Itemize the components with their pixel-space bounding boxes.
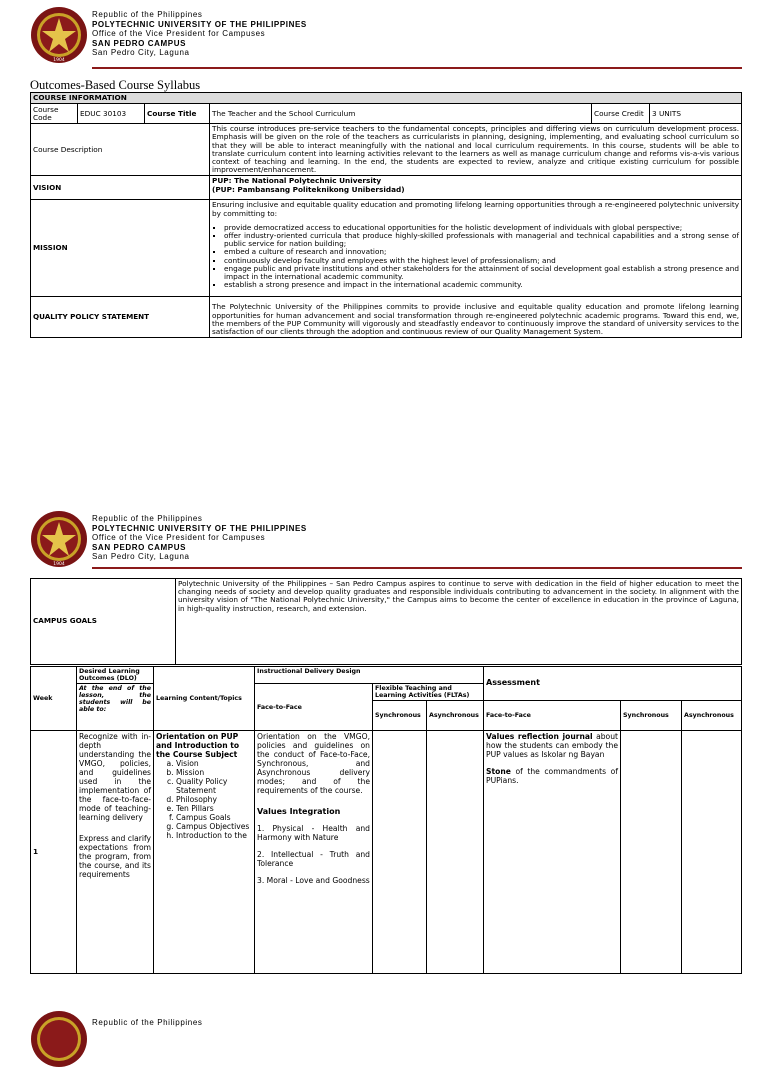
- content-item: h. Introduction to the: [176, 831, 252, 840]
- quality-policy-label: QUALITY POLICY STATEMENT: [31, 297, 210, 338]
- content-item: d. Philosophy: [176, 795, 252, 804]
- university-name: POLYTECHNIC UNIVERSITY OF THE PHILIPPINES: [92, 19, 307, 29]
- assess-sync-cell: [621, 731, 682, 974]
- mission-intro: Ensuring inclusive and equitable quality education and promoting lifelong learning opportunities through a re-engineered polytechnic university by committing to:: [212, 200, 740, 218]
- mission-item: ▪ provide democratized access to educational opportunities for the holistic development of individuals with global perspective;: [224, 224, 739, 232]
- assess-f2f-header: Face-to-Face: [484, 701, 621, 731]
- week-number: 1: [31, 731, 77, 974]
- letterhead-1: [30, 6, 742, 68]
- letterhead-3: [30, 1010, 742, 1072]
- pup-seal-icon: [30, 510, 88, 568]
- svg-text:1904: 1904: [53, 562, 65, 567]
- campus-goals-text: Polytechnic University of the Philippines – San Pedro Campus aspires to continue to serve with dedication in the field of higher education to meet the changing needs of society and develop quality graduates and responsible individuals contributing to advancement in the society. In alignment with the university vision of "The National Polytechnic University," the Campus aims to become the center of excellence in education in the province of Laguna, in high-quality instruction, research, and extension.: [176, 579, 742, 665]
- course-description-label: Course Description: [31, 124, 210, 176]
- values-item: 3. Moral - Love and Goodness: [257, 876, 370, 885]
- pup-seal-icon: [30, 6, 88, 64]
- course-credit-value: 3 UNITS: [650, 104, 742, 124]
- mission-label: MISSION: [31, 200, 210, 297]
- course-code-value: EDUC 30103: [78, 104, 145, 124]
- assessment-title: Values reflection journal: [486, 732, 593, 741]
- vision-line-1: PUP: The National Polytechnic University: [212, 176, 382, 186]
- content-item: e. Ten Pillars: [176, 804, 252, 813]
- campus-name: SAN PEDRO CAMPUS: [92, 542, 187, 552]
- university-name: POLYTECHNIC UNIVERSITY OF THE PHILIPPINES: [92, 523, 307, 533]
- course-title-value: The Teacher and the School Curriculum: [210, 104, 592, 124]
- content-header: Learning Content/Topics: [154, 667, 255, 731]
- mission-list: [212, 224, 739, 290]
- content-item: c. Quality Policy Statement: [176, 777, 252, 795]
- mission-item: ▪ offer industry-oriented curricula that produce highly-skilled professionals with managerial and technical capabilities and a strong sense of public service for nation building;: [224, 232, 739, 248]
- letterhead-2: [30, 510, 742, 572]
- async-header: Asynchronous: [427, 701, 484, 731]
- content-item: f. Campus Goals: [176, 813, 252, 822]
- f2f-text: Orientation on the VMGO, policies and guidelines on the conduct of Face-to-Face, Synchronous, and Asynchronous delivery modes; and of the requirements of the course.: [257, 732, 370, 795]
- office-line: Office of the Vice President for Campuses: [92, 533, 266, 542]
- assessment-title-2: Stone: [486, 767, 511, 776]
- course-plan-table: [30, 666, 742, 974]
- values-title: Values Integration: [257, 807, 341, 816]
- city-line: San Pedro City, Laguna: [92, 552, 190, 561]
- content-list: [156, 759, 252, 840]
- mission-item: ▪ continuously develop faculty and employees with the highest level of professionalism; and: [224, 257, 739, 265]
- f2f-header: Face-to-Face: [255, 684, 373, 731]
- values-item: 2. Intellectual - Truth and Tolerance: [257, 850, 370, 868]
- flta-async-cell: [427, 731, 484, 974]
- content-item: a. Vision: [176, 759, 252, 768]
- republic-line: Republic of the Philippines: [92, 10, 203, 19]
- content-title: Orientation on PUP and Introduction to the Course Subject: [156, 732, 240, 759]
- assessment-header: Assessment: [484, 667, 742, 701]
- content-item: b. Mission: [176, 768, 252, 777]
- ids-header: Instructional Delivery Design: [255, 667, 484, 684]
- course-credit-label: Course Credit: [592, 104, 650, 124]
- content-item: g. Campus Objectives: [176, 822, 252, 831]
- week-header: Week: [31, 667, 77, 731]
- doc-title: Outcomes-Based Course Syllabus: [30, 78, 201, 92]
- pup-seal-icon: [30, 1010, 88, 1068]
- city-line: San Pedro City, Laguna: [92, 48, 190, 57]
- course-info-header: COURSE INFORMATION: [31, 93, 742, 104]
- republic-line: Republic of the Philippines: [92, 514, 203, 523]
- course-title-label: Course Title: [145, 104, 210, 124]
- course-code-label: Course Code: [31, 104, 78, 124]
- campus-goals-label: CAMPUS GOALS: [31, 579, 176, 665]
- republic-line: Republic of the Philippines: [92, 1018, 203, 1027]
- assessment-text-2: of the commandments of PUPians.: [486, 767, 618, 785]
- dlo-header: Desired Learning Outcomes (DLO): [77, 667, 154, 684]
- sync-header: Synchronous: [373, 701, 427, 731]
- mission-item: ▪ establish a strong presence and impact in the international academic community.: [224, 281, 739, 289]
- course-info-table: [30, 92, 742, 338]
- vision-line-2: (PUP: Pambansang Politeknikong Unibersidad): [212, 184, 405, 194]
- vision-label: VISION: [31, 176, 210, 200]
- mission-item: ▪ engage public and private institutions and other stakeholders for the attainment of social development goal establish a strong presence and impact in the international academic community.: [224, 265, 739, 281]
- assess-async-cell: [682, 731, 742, 974]
- svg-text:1904: 1904: [53, 58, 65, 63]
- course-description-text: This course introduces pre-service teachers to the fundamental concepts, principles and differing views on curriculum development process. Emphasis will be given on the role of the teachers as curricularists in planning, designing, implementing, and evaluating school curriculum so that they will be able to interact meaningfully with the national and local curriculum requirements. In this course, students will be able to translate curriculum content into learning activities relevant to the learners as well as manage curriculum change and reforms vis-a-vis various context of teaching and learning. In the end, the students are expected to review, analyze and critique existing curriculum for possible improvement/enhancement.: [210, 124, 742, 176]
- campus-goals-table: [30, 578, 742, 665]
- assess-async-header: Asynchronous: [682, 701, 742, 731]
- values-item: 1. Physical - Health and Harmony with Nature: [257, 824, 370, 842]
- office-line: Office of the Vice President for Campuses: [92, 29, 266, 38]
- header-rule: [92, 67, 742, 69]
- header-rule: [92, 567, 742, 569]
- campus-name: SAN PEDRO CAMPUS: [92, 38, 187, 48]
- quality-policy-text: The Polytechnic University of the Philippines commits to provide inclusive and equitable quality education and promote lifelong learning opportunities for human advancement and social transformation through re-engineered polytechnic academic programs. Toward this end, we, the members of the PUP Community will vigorously and steadfastly endeavor to continuously improve the standard of university services to the satisfaction of our clients through the adoption and continuous review of our Quality Management System.: [210, 297, 742, 338]
- dlo-item: Recognize with in-depth understanding the VMGO, policies, and guidelines used in the implementation of the face-to-face- mode of teaching-learning delivery: [79, 732, 151, 822]
- mission-item: ▪ embed a culture of research and innovation;: [224, 248, 739, 256]
- dlo-subheader: At the end of the lesson, the students will be able to:: [77, 684, 154, 731]
- assess-sync-header: Synchronous: [621, 701, 682, 731]
- dlo-item: Express and clarify expectations from the program, from the course, and its requirements: [79, 834, 151, 879]
- assessment-text: about how the students can embody the PUP values as Iskolar ng Bayan: [486, 732, 618, 759]
- flta-sync-cell: [373, 731, 427, 974]
- flta-header: Flexible Teaching and Learning Activities (FLTAs): [373, 684, 484, 701]
